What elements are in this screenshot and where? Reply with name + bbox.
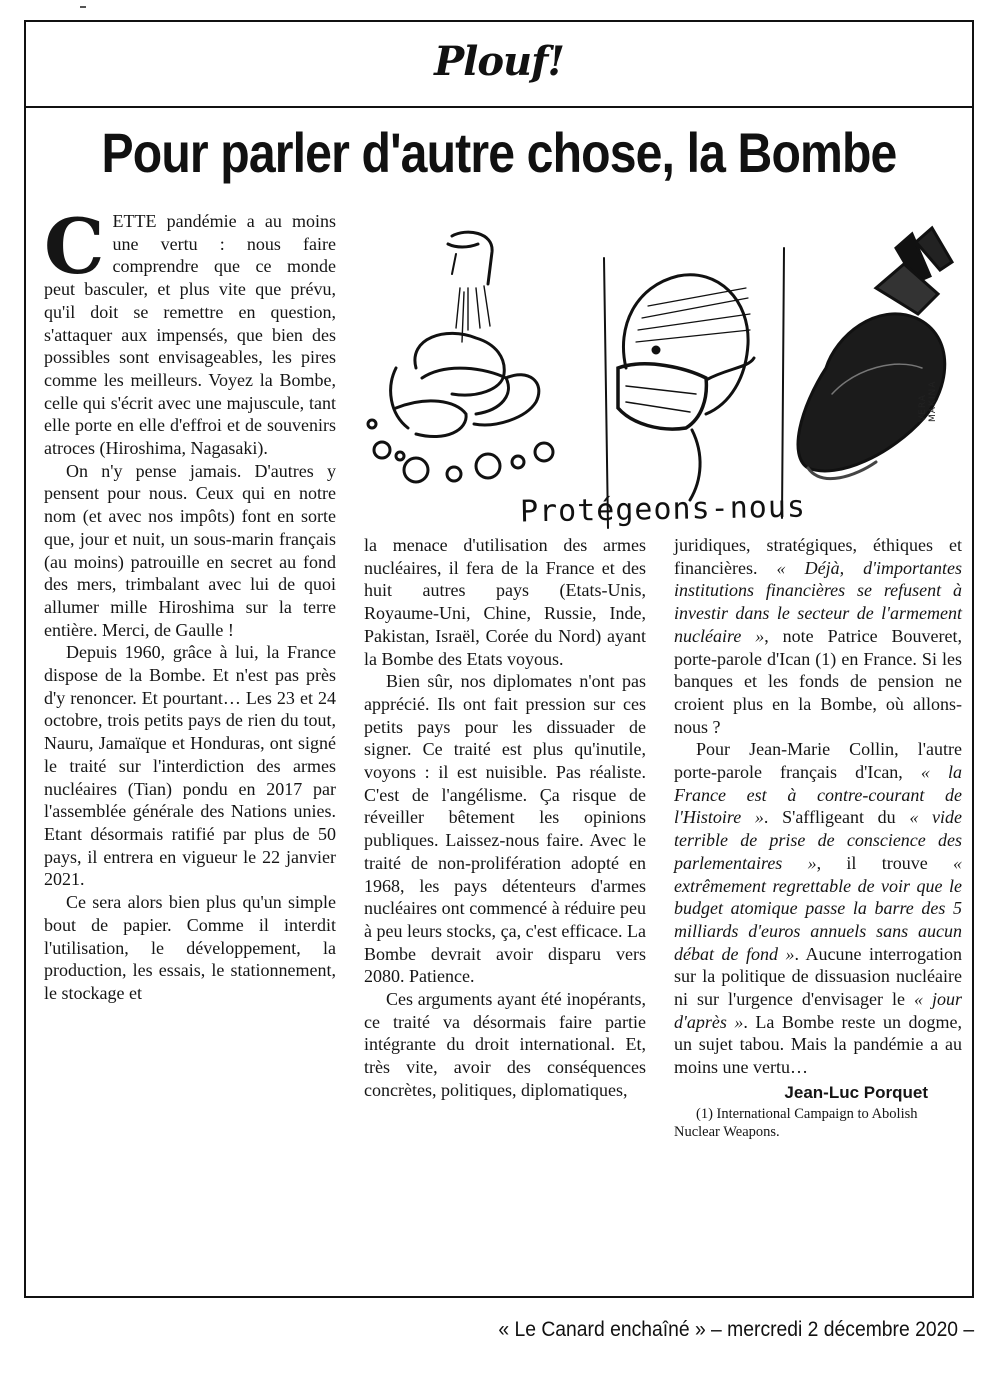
bomb-icon <box>798 228 952 479</box>
cartoon <box>356 218 966 530</box>
quote: « vide terrible de prise de conscience des parlementaires » <box>674 807 962 873</box>
publication-footer: « Le Canard enchaîné » – mercredi 2 décembre 2020 – <box>498 1318 974 1341</box>
quote: « Déjà, d'importantes institutions financières se refusent à investir dans le secteur de l'armement nucléaire » <box>674 557 963 646</box>
paragraph: Pour Jean-Marie Collin, l'autre porte-parole français d'Ican, « la France est à contre-courant de l'Histoire ». S'affligeant du « vide terrible de prise de conscience des parlementaires », il trouve « extrêmement regrettable de voir que le budget atomique passe la barre des 5 milliards d'euros annuels sans aucun débat de fond ». Aucune interrogation sur la politique de dissuasion nucléaire ni sur l'urgence d'envisager le « jour d'après ». La Bombe reste un dogme, un sujet tabou. Mais la pandémie a au moins une vertu… <box>674 739 962 1078</box>
paragraph: Bien sûr, nos diplomates n'ont pas apprécié. Ils ont fait pression sur ces petits pays pour les dissuader de signer. Ce traité est plus qu'inutile, voyons : il est nuisible. Pas réaliste. C'est de l'angélisme. Ça risque de réveiller bêtement les opinions publiques. Laissez-nous faire. Avec le traité de non-prolifération adopté en 1968, les pays détenteurs d'armes nucléaires ont commencé à réduire peu à peu leurs stocks, ça, c'est efficace. La Bombe devrait avoir disparu vers 2080. Patience. <box>364 671 646 987</box>
headline: Pour parler d'autre chose, la Bombe <box>101 121 897 184</box>
author-byline: Jean-Luc Porquet <box>784 1082 928 1102</box>
rubric-title: Plouf! <box>434 38 564 85</box>
quote: « la France est à contre-courant de l'Histoire » <box>674 762 962 828</box>
paragraph: Ce sera alors bien plus qu'un simple bout de papier. Comme il interdit l'utilisation, le développement, la production, les essais, le stationnement, le stockage et <box>44 892 336 1003</box>
cartoon-drawing <box>356 218 966 530</box>
scan-mark <box>80 6 86 8</box>
cartoonist-signature: VERA MAKINA <box>918 380 938 422</box>
column-2 <box>364 534 646 1102</box>
paragraph: juridiques, stratégiques, éthiques et financières. « Déjà, d'importantes institutions financières se refusent à investir dans le secteur de l'armement nucléaire », note Patrice Bouveret, porte-parole d'Ican (1) en France. Si les banques et les fonds de pension ne croient plus en la Bombe, où allons-nous ? <box>674 535 963 737</box>
hand-washing-icon <box>368 232 553 482</box>
quote: « extrêmement regrettable de voir que le budget atomique passe la barre des 5 milliards d'euros annuels sans aucun débat de fond » <box>674 852 962 964</box>
quote: « jour d'après » <box>674 989 962 1032</box>
column-1 <box>44 202 336 1005</box>
drop-cap: C <box>44 202 105 291</box>
paragraph: On n'y pense jamais. D'autres y pensent pour nous. Ceux qui en notre nom (et avec nos impôts) font en sorte que, jour et nuit, un sous-marin français (au moins) patrouille en secret au fond des mers, trimbalant avec lui de quoi allumer mille Hiroshima sur la terre entière. Merci, de Gaulle ! <box>44 460 336 640</box>
column-3 <box>674 534 962 1141</box>
paragraph: la menace d'utilisation des armes nucléaires, il fera de la France et des huit autres pays (Etats-Unis, Royaume-Uni, Chine, Russie, Inde, Pakistan, Israël, Corée du Nord) ayant la Bombe des Etats voyous. <box>364 535 646 669</box>
rubric-band <box>26 22 972 108</box>
article-frame <box>24 20 974 1298</box>
paragraph: Depuis 1960, grâce à lui, la France dispose de la Bombe. Et n'est pas près d'y renoncer. Et pourtant… Les 23 et 24 octobre, trois petits pays de rien du tout, Nauru, Jamaïque et Honduras, ont signé le traité sur l'interdiction des armes nucléaires (Tian) pondu en 2017 par l'assemblée générale des Nations unies. Etant désormais ratifié par plus de 50 pays, il entrera en vigueur le 22 janvier 2021. <box>44 642 336 890</box>
paragraph: Ces arguments ayant été inopérants, ce traité va désormais faire partie intégrante du droit international. Et, très vite, avoir des conséquences concrètes, politiques, diplomatiques, <box>364 989 646 1100</box>
paragraph: CETTE pandémie a au moins une vertu : nous faire comprendre que ce monde peut basculer, et plus vite que prévu, qu'il doit se remettre en question, s'attaquer aux impensés, que bien des possibles sont envisageables, les pires comme les meilleurs. Voyez la Bombe, celle qui s'écrit avec une majuscule, tant elle porte en elle d'effroi et de souvenirs atroces (Hiroshima, Nagasaki). <box>44 202 336 459</box>
masked-man-icon <box>604 248 784 528</box>
cartoon-caption: Protégeons-nous <box>519 489 807 530</box>
footnote: (1) International Campaign to Abolish Nuclear Weapons. <box>674 1105 918 1140</box>
